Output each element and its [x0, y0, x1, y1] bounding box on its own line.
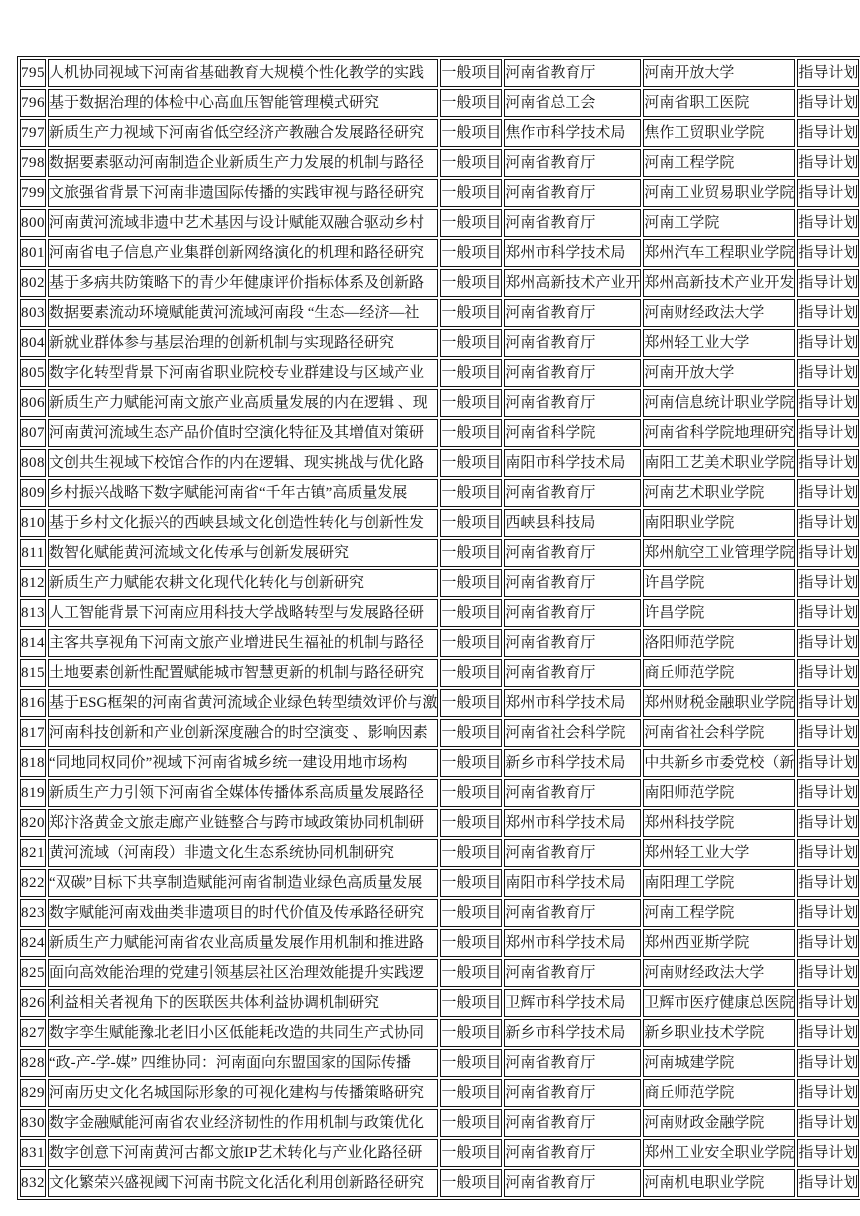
table-row: [20, 1079, 859, 1107]
plan-tag-cell: 指导计划: [797, 59, 859, 87]
project-title-cell: 土地要素创新性配置赋能城市智慧更新的机制与路径研究: [48, 659, 438, 687]
project-type-cell: 一般项目: [440, 539, 502, 567]
row-number-cell: 799: [20, 179, 46, 207]
institution-cell: 许昌学院: [643, 599, 795, 627]
table-row: [20, 389, 859, 417]
plan-tag-cell: 指导计划: [797, 1169, 859, 1197]
plan-tag-cell: 指导计划: [797, 359, 859, 387]
project-title-cell: 数字赋能河南戏曲类非遗项目的时代价值及传承路径研究: [48, 899, 438, 927]
plan-tag-cell: 指导计划: [797, 569, 859, 597]
row-number-cell: 809: [20, 479, 46, 507]
institution-cell: 焦作工贸职业学院: [643, 119, 795, 147]
project-type-cell: 一般项目: [440, 179, 502, 207]
plan-tag-cell: 指导计划: [797, 629, 859, 657]
plan-tag-cell: 指导计划: [797, 839, 859, 867]
project-title-cell: 新质生产力引领下河南省全媒体传播体系高质量发展路径: [48, 779, 438, 807]
plan-tag-cell: 指导计划: [797, 989, 859, 1017]
plan-tag-cell: 指导计划: [797, 419, 859, 447]
project-type-cell: 一般项目: [440, 959, 502, 987]
plan-tag-cell: 指导计划: [797, 1079, 859, 1107]
project-title-cell: 数据要素流动环境赋能黄河流域河南段 “生态—经济—社: [48, 299, 438, 327]
project-title-cell: 人工智能背景下河南应用科技大学战略转型与发展路径研: [48, 599, 438, 627]
recommending-department-cell: 河南省教育厅: [504, 299, 641, 327]
row-number-cell: 800: [20, 209, 46, 237]
project-type-cell: 一般项目: [440, 1139, 502, 1167]
row-number-cell: 815: [20, 659, 46, 687]
project-title-cell: 河南历史文化名城国际形象的可视化建构与传播策略研究: [48, 1079, 438, 1107]
row-number-cell: 796: [20, 89, 46, 117]
table-row: [20, 1049, 859, 1077]
row-number-cell: 828: [20, 1049, 46, 1077]
recommending-department-cell: 河南省社会科学院: [504, 719, 641, 747]
recommending-department-cell: 河南省教育厅: [504, 839, 641, 867]
plan-tag-cell: 指导计划: [797, 959, 859, 987]
project-title-cell: 乡村振兴战略下数字赋能河南省“千年古镇”高质量发展: [48, 479, 438, 507]
project-title-cell: 新质生产力赋能河南省农业高质量发展作用机制和推进路: [48, 929, 438, 957]
recommending-department-cell: 南阳市科学技术局: [504, 449, 641, 477]
table-row: [20, 509, 859, 537]
project-title-cell: 人机协同视域下河南省基础教育大规模个性化教学的实践: [48, 59, 438, 87]
project-type-cell: 一般项目: [440, 899, 502, 927]
project-title-cell: 河南省电子信息产业集群创新网络演化的机理和路径研究: [48, 239, 438, 267]
institution-cell: 洛阳师范学院: [643, 629, 795, 657]
recommending-department-cell: 河南省教育厅: [504, 629, 641, 657]
recommending-department-cell: 河南省教育厅: [504, 1049, 641, 1077]
plan-tag-cell: 指导计划: [797, 659, 859, 687]
table-row: [20, 359, 859, 387]
institution-cell: 卫辉市医疗健康总医院: [643, 989, 795, 1017]
plan-tag-cell: 指导计划: [797, 329, 859, 357]
project-type-cell: 一般项目: [440, 1109, 502, 1137]
row-number-cell: 822: [20, 869, 46, 897]
plan-tag-cell: 指导计划: [797, 1049, 859, 1077]
project-type-cell: 一般项目: [440, 299, 502, 327]
project-type-cell: 一般项目: [440, 1169, 502, 1197]
project-title-cell: 黄河流域（河南段）非遗文化生态系统协同机制研究: [48, 839, 438, 867]
plan-tag-cell: 指导计划: [797, 779, 859, 807]
project-title-cell: 河南黄河流域生态产品价值时空演化特征及其增值对策研: [48, 419, 438, 447]
project-type-cell: 一般项目: [440, 1079, 502, 1107]
institution-cell: 河南开放大学: [643, 359, 795, 387]
project-type-cell: 一般项目: [440, 479, 502, 507]
project-title-cell: “同地同权同价”视域下河南省城乡统一建设用地市场构: [48, 749, 438, 777]
row-number-cell: 816: [20, 689, 46, 717]
table-row: [20, 569, 859, 597]
institution-cell: 郑州西亚斯学院: [643, 929, 795, 957]
plan-tag-cell: 指导计划: [797, 749, 859, 777]
plan-tag-cell: 指导计划: [797, 539, 859, 567]
institution-cell: 南阳职业学院: [643, 509, 795, 537]
table-row: [20, 659, 859, 687]
institution-cell: 郑州财税金融职业学院: [643, 689, 795, 717]
plan-tag-cell: 指导计划: [797, 899, 859, 927]
plan-tag-cell: 指导计划: [797, 449, 859, 477]
project-type-cell: 一般项目: [440, 749, 502, 777]
recommending-department-cell: 河南省教育厅: [504, 599, 641, 627]
project-title-cell: 河南科技创新和产业创新深度融合的时空演变 、影响因素: [48, 719, 438, 747]
project-title-cell: 基于多病共防策略下的青少年健康评价指标体系及创新路: [48, 269, 438, 297]
institution-cell: 河南财经政法大学: [643, 959, 795, 987]
plan-tag-cell: 指导计划: [797, 1139, 859, 1167]
institution-cell: 河南城建学院: [643, 1049, 795, 1077]
institution-cell: 河南财经政法大学: [643, 299, 795, 327]
institution-cell: 河南工程学院: [643, 149, 795, 177]
institution-cell: 郑州高新技术产业开发: [643, 269, 795, 297]
institution-cell: 中共新乡市委党校（新: [643, 749, 795, 777]
row-number-cell: 819: [20, 779, 46, 807]
table-row: [20, 689, 859, 717]
project-title-cell: 文创共生视域下校馆合作的内在逻辑、现实挑战与优化路: [48, 449, 438, 477]
recommending-department-cell: 河南省教育厅: [504, 959, 641, 987]
projects-table: [17, 56, 860, 1200]
project-title-cell: 数字创意下河南黄河古都文旅IP艺术转化与产业化路径研: [48, 1139, 438, 1167]
plan-tag-cell: 指导计划: [797, 719, 859, 747]
plan-tag-cell: 指导计划: [797, 179, 859, 207]
project-type-cell: 一般项目: [440, 1049, 502, 1077]
row-number-cell: 830: [20, 1109, 46, 1137]
institution-cell: 河南省社会科学院: [643, 719, 795, 747]
project-title-cell: 郑汴洛黄金文旅走廊产业链整合与跨市域政策协同机制研: [48, 809, 438, 837]
table-row: [20, 869, 859, 897]
plan-tag-cell: 指导计划: [797, 479, 859, 507]
table-row: [20, 479, 859, 507]
table-row: [20, 1109, 859, 1137]
institution-cell: 商丘师范学院: [643, 1079, 795, 1107]
recommending-department-cell: 河南省教育厅: [504, 899, 641, 927]
plan-tag-cell: 指导计划: [797, 119, 859, 147]
table-row: [20, 209, 859, 237]
project-type-cell: 一般项目: [440, 929, 502, 957]
project-type-cell: 一般项目: [440, 779, 502, 807]
plan-tag-cell: 指导计划: [797, 389, 859, 417]
table-row: [20, 419, 859, 447]
recommending-department-cell: 河南省教育厅: [504, 389, 641, 417]
recommending-department-cell: 河南省教育厅: [504, 1169, 641, 1197]
recommending-department-cell: 河南省教育厅: [504, 59, 641, 87]
recommending-department-cell: 河南省教育厅: [504, 1109, 641, 1137]
recommending-department-cell: 卫辉市科学技术局: [504, 989, 641, 1017]
table-row: [20, 89, 859, 117]
project-title-cell: 数字金融赋能河南省农业经济韧性的作用机制与政策优化: [48, 1109, 438, 1137]
table-row: [20, 929, 859, 957]
table-row: [20, 329, 859, 357]
project-title-cell: 新就业群体参与基层治理的创新机制与实现路径研究: [48, 329, 438, 357]
project-type-cell: 一般项目: [440, 449, 502, 477]
recommending-department-cell: 河南省教育厅: [504, 569, 641, 597]
institution-cell: 河南艺术职业学院: [643, 479, 795, 507]
row-number-cell: 813: [20, 599, 46, 627]
project-type-cell: 一般项目: [440, 389, 502, 417]
row-number-cell: 801: [20, 239, 46, 267]
recommending-department-cell: 河南省教育厅: [504, 539, 641, 567]
project-title-cell: 面向高效能治理的党建引领基层社区治理效能提升实践逻: [48, 959, 438, 987]
recommending-department-cell: 西峡县科技局: [504, 509, 641, 537]
row-number-cell: 811: [20, 539, 46, 567]
row-number-cell: 798: [20, 149, 46, 177]
recommending-department-cell: 河南省教育厅: [504, 359, 641, 387]
table-row: [20, 539, 859, 567]
plan-tag-cell: 指导计划: [797, 869, 859, 897]
project-title-cell: 河南黄河流域非遗中艺术基因与设计赋能双融合驱动乡村: [48, 209, 438, 237]
recommending-department-cell: 郑州市科学技术局: [504, 809, 641, 837]
row-number-cell: 814: [20, 629, 46, 657]
project-type-cell: 一般项目: [440, 719, 502, 747]
table-row: [20, 299, 859, 327]
project-title-cell: 基于数据治理的体检中心高血压智能管理模式研究: [48, 89, 438, 117]
plan-tag-cell: 指导计划: [797, 509, 859, 537]
plan-tag-cell: 指导计划: [797, 209, 859, 237]
institution-cell: 河南信息统计职业学院: [643, 389, 795, 417]
recommending-department-cell: 焦作市科学技术局: [504, 119, 641, 147]
project-title-cell: 利益相关者视角下的医联医共体利益协调机制研究: [48, 989, 438, 1017]
table-row: [20, 449, 859, 477]
project-title-cell: 基于乡村文化振兴的西峡县域文化创造性转化与创新性发: [48, 509, 438, 537]
row-number-cell: 802: [20, 269, 46, 297]
table-row: [20, 149, 859, 177]
row-number-cell: 795: [20, 59, 46, 87]
institution-cell: 商丘师范学院: [643, 659, 795, 687]
project-type-cell: 一般项目: [440, 149, 502, 177]
project-type-cell: 一般项目: [440, 659, 502, 687]
institution-cell: 河南财政金融学院: [643, 1109, 795, 1137]
table-row: [20, 179, 859, 207]
project-type-cell: 一般项目: [440, 569, 502, 597]
recommending-department-cell: 郑州市科学技术局: [504, 239, 641, 267]
recommending-department-cell: 河南省教育厅: [504, 479, 641, 507]
row-number-cell: 832: [20, 1169, 46, 1197]
project-type-cell: 一般项目: [440, 419, 502, 447]
project-title-cell: “政-产-学-媒” 四维协同：河南面向东盟国家的国际传播: [48, 1049, 438, 1077]
recommending-department-cell: 河南省科学院: [504, 419, 641, 447]
institution-cell: 河南省科学院地理研究: [643, 419, 795, 447]
row-number-cell: 797: [20, 119, 46, 147]
table-row: [20, 1169, 859, 1197]
row-number-cell: 810: [20, 509, 46, 537]
table-row: [20, 839, 859, 867]
project-type-cell: 一般项目: [440, 839, 502, 867]
institution-cell: 河南机电职业学院: [643, 1169, 795, 1197]
row-number-cell: 821: [20, 839, 46, 867]
project-type-cell: 一般项目: [440, 509, 502, 537]
table-row: [20, 269, 859, 297]
project-title-cell: 文旅强省背景下河南非遗国际传播的实践审视与路径研究: [48, 179, 438, 207]
project-type-cell: 一般项目: [440, 59, 502, 87]
table-row: [20, 59, 859, 87]
row-number-cell: 827: [20, 1019, 46, 1047]
row-number-cell: 826: [20, 989, 46, 1017]
table-row: [20, 629, 859, 657]
table-row: [20, 239, 859, 267]
table-row: [20, 119, 859, 147]
recommending-department-cell: 新乡市科学技术局: [504, 1019, 641, 1047]
project-type-cell: 一般项目: [440, 239, 502, 267]
institution-cell: 河南开放大学: [643, 59, 795, 87]
recommending-department-cell: 郑州市科学技术局: [504, 929, 641, 957]
institution-cell: 郑州科技学院: [643, 809, 795, 837]
institution-cell: 河南工程学院: [643, 899, 795, 927]
recommending-department-cell: 河南省教育厅: [504, 149, 641, 177]
project-type-cell: 一般项目: [440, 629, 502, 657]
plan-tag-cell: 指导计划: [797, 599, 859, 627]
recommending-department-cell: 河南省教育厅: [504, 209, 641, 237]
plan-tag-cell: 指导计划: [797, 809, 859, 837]
recommending-department-cell: 郑州市科学技术局: [504, 689, 641, 717]
institution-cell: 河南工学院: [643, 209, 795, 237]
row-number-cell: 806: [20, 389, 46, 417]
row-number-cell: 829: [20, 1079, 46, 1107]
table-row: [20, 959, 859, 987]
project-type-cell: 一般项目: [440, 119, 502, 147]
recommending-department-cell: 新乡市科学技术局: [504, 749, 641, 777]
recommending-department-cell: 南阳市科学技术局: [504, 869, 641, 897]
plan-tag-cell: 指导计划: [797, 1019, 859, 1047]
project-title-cell: 数据要素驱动河南制造企业新质生产力发展的机制与路径: [48, 149, 438, 177]
recommending-department-cell: 河南省教育厅: [504, 659, 641, 687]
row-number-cell: 805: [20, 359, 46, 387]
project-title-cell: 新质生产力赋能农耕文化现代化转化与创新研究: [48, 569, 438, 597]
project-type-cell: 一般项目: [440, 269, 502, 297]
table-row: [20, 599, 859, 627]
institution-cell: 南阳理工学院: [643, 869, 795, 897]
institution-cell: 郑州航空工业管理学院: [643, 539, 795, 567]
recommending-department-cell: 河南省总工会: [504, 89, 641, 117]
institution-cell: 南阳师范学院: [643, 779, 795, 807]
institution-cell: 郑州工业安全职业学院: [643, 1139, 795, 1167]
row-number-cell: 812: [20, 569, 46, 597]
project-title-cell: 新质生产力视域下河南省低空经济产教融合发展路径研究: [48, 119, 438, 147]
recommending-department-cell: 河南省教育厅: [504, 329, 641, 357]
table-row: [20, 779, 859, 807]
project-title-cell: 数智化赋能黄河流域文化传承与创新发展研究: [48, 539, 438, 567]
row-number-cell: 817: [20, 719, 46, 747]
project-type-cell: 一般项目: [440, 1019, 502, 1047]
plan-tag-cell: 指导计划: [797, 239, 859, 267]
row-number-cell: 803: [20, 299, 46, 327]
project-type-cell: 一般项目: [440, 89, 502, 117]
table-row: [20, 809, 859, 837]
project-type-cell: 一般项目: [440, 869, 502, 897]
plan-tag-cell: 指导计划: [797, 1109, 859, 1137]
plan-tag-cell: 指导计划: [797, 299, 859, 327]
row-number-cell: 807: [20, 419, 46, 447]
project-type-cell: 一般项目: [440, 809, 502, 837]
row-number-cell: 823: [20, 899, 46, 927]
recommending-department-cell: 河南省教育厅: [504, 1139, 641, 1167]
project-type-cell: 一般项目: [440, 359, 502, 387]
table-row: [20, 1139, 859, 1167]
plan-tag-cell: 指导计划: [797, 89, 859, 117]
recommending-department-cell: 河南省教育厅: [504, 1079, 641, 1107]
table-row: [20, 1019, 859, 1047]
plan-tag-cell: 指导计划: [797, 149, 859, 177]
plan-tag-cell: 指导计划: [797, 269, 859, 297]
row-number-cell: 804: [20, 329, 46, 357]
row-number-cell: 820: [20, 809, 46, 837]
institution-cell: 新乡职业技术学院: [643, 1019, 795, 1047]
institution-cell: 郑州汽车工程职业学院: [643, 239, 795, 267]
recommending-department-cell: 河南省教育厅: [504, 179, 641, 207]
project-type-cell: 一般项目: [440, 329, 502, 357]
projects-table-body: [20, 59, 859, 1197]
institution-cell: 河南工业贸易职业学院: [643, 179, 795, 207]
project-title-cell: 新质生产力赋能河南文旅产业高质量发展的内在逻辑 、现: [48, 389, 438, 417]
institution-cell: 郑州轻工业大学: [643, 329, 795, 357]
institution-cell: 南阳工艺美术职业学院: [643, 449, 795, 477]
plan-tag-cell: 指导计划: [797, 689, 859, 717]
row-number-cell: 825: [20, 959, 46, 987]
row-number-cell: 831: [20, 1139, 46, 1167]
project-type-cell: 一般项目: [440, 209, 502, 237]
table-row: [20, 899, 859, 927]
project-type-cell: 一般项目: [440, 989, 502, 1017]
table-row: [20, 719, 859, 747]
recommending-department-cell: 郑州高新技术产业开: [504, 269, 641, 297]
recommending-department-cell: 河南省教育厅: [504, 779, 641, 807]
institution-cell: 许昌学院: [643, 569, 795, 597]
table-row: [20, 989, 859, 1017]
project-title-cell: 文化繁荣兴盛视阈下河南书院文化活化利用创新路径研究: [48, 1169, 438, 1197]
row-number-cell: 824: [20, 929, 46, 957]
institution-cell: 郑州轻工业大学: [643, 839, 795, 867]
table-row: [20, 749, 859, 777]
project-title-cell: 主客共享视角下河南文旅产业增进民生福祉的机制与路径: [48, 629, 438, 657]
row-number-cell: 808: [20, 449, 46, 477]
project-title-cell: 数字孪生赋能豫北老旧小区低能耗改造的共同生产式协同: [48, 1019, 438, 1047]
project-title-cell: 数字化转型背景下河南省职业院校专业群建设与区域产业: [48, 359, 438, 387]
row-number-cell: 818: [20, 749, 46, 777]
project-title-cell: 基于ESG框架的河南省黄河流域企业绿色转型绩效评价与激: [48, 689, 438, 717]
plan-tag-cell: 指导计划: [797, 929, 859, 957]
project-type-cell: 一般项目: [440, 599, 502, 627]
project-type-cell: 一般项目: [440, 689, 502, 717]
institution-cell: 河南省职工医院: [643, 89, 795, 117]
project-title-cell: “双碳”目标下共享制造赋能河南省制造业绿色高质量发展: [48, 869, 438, 897]
